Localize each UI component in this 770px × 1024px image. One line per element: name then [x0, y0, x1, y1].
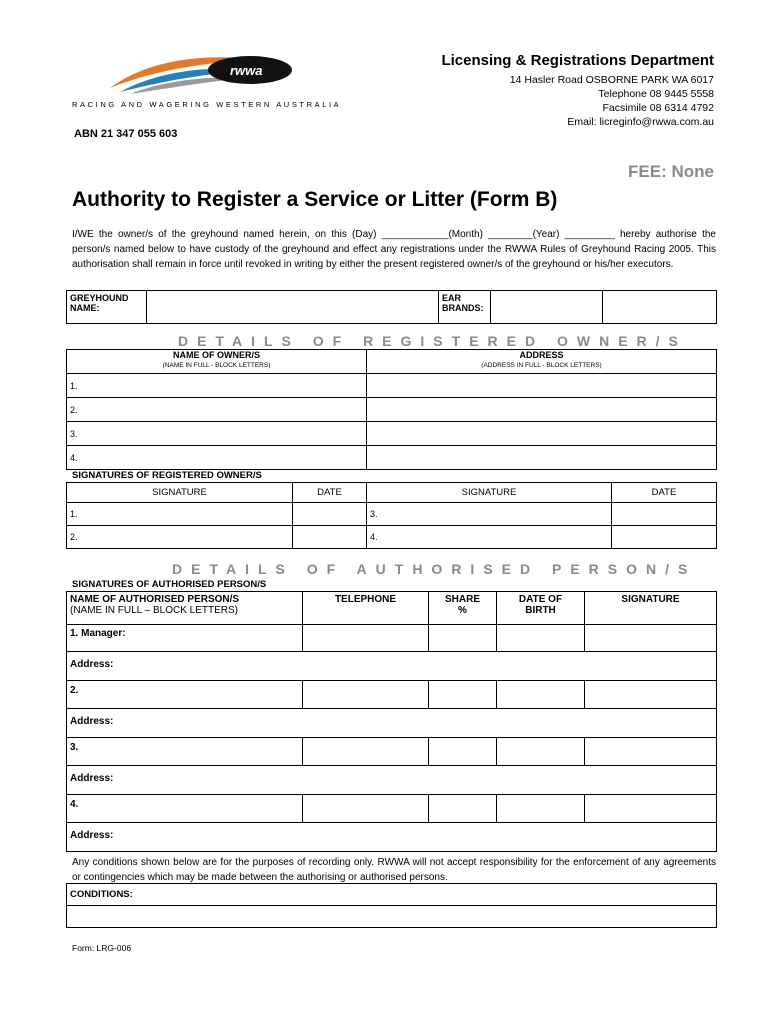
- ear-brands-field-2[interactable]: [603, 291, 717, 324]
- authorised-row-3-share[interactable]: [429, 738, 497, 766]
- owner-address-header-text: ADDRESS: [519, 350, 564, 360]
- owner-name-header: [67, 350, 367, 374]
- org-tagline: RACING AND WAGERING WESTERN AUSTRALIA: [72, 100, 342, 109]
- owner-signature-1[interactable]: 1.: [67, 503, 293, 526]
- authorised-row-4-share[interactable]: [429, 795, 497, 823]
- owner-address-subheader: (ADDRESS IN FULL - BLOCK LETTERS): [481, 362, 602, 369]
- form-number: Form: LRG-006: [72, 943, 132, 953]
- authorised-name-header: [67, 592, 303, 625]
- greyhound-name-label: GREYHOUND NAME:: [67, 291, 147, 324]
- owners-table: [66, 349, 717, 470]
- authorised-row-1-signature[interactable]: [585, 625, 717, 652]
- department-email: Email: licreginfo@rwwa.com.au: [567, 116, 714, 128]
- authorised-name-subheader: (NAME IN FULL – BLOCK LETTERS): [70, 605, 238, 616]
- greyhound-name-field[interactable]: [147, 291, 439, 324]
- ear-brands-field-1[interactable]: [491, 291, 603, 324]
- authorised-row-2-dob[interactable]: [497, 681, 585, 709]
- share-header-line1: SHARE: [444, 594, 480, 605]
- authorised-row-1-dob[interactable]: [497, 625, 585, 652]
- owner-name-header-text: NAME OF OWNER/S: [173, 350, 260, 360]
- owner-row-4-address[interactable]: [367, 446, 717, 470]
- authorised-share-header: [429, 592, 497, 625]
- authorised-row-2-telephone[interactable]: [303, 681, 429, 709]
- owner-row-3-address[interactable]: [367, 422, 717, 446]
- authorised-row-3-signature[interactable]: [585, 738, 717, 766]
- form-title: Authority to Register a Service or Litter (Form B): [72, 188, 558, 211]
- department-block: [441, 52, 714, 129]
- authorised-section-title: DETAILS OF AUTHORISED PERSON/S: [172, 561, 697, 577]
- conditions-field[interactable]: [67, 906, 717, 928]
- authorised-row-2-name[interactable]: 2.: [67, 681, 303, 709]
- owner-row-2-address[interactable]: [367, 398, 717, 422]
- dob-header-line1: DATE OF: [518, 594, 563, 605]
- abn: ABN 21 347 055 603: [74, 128, 178, 140]
- owner-date-header-2: DATE: [612, 483, 717, 503]
- owner-sig-header-2: SIGNATURE: [367, 483, 612, 503]
- owner-signatures-label: SIGNATURES OF REGISTERED OWNER/S: [72, 470, 262, 481]
- dob-header-line2: BIRTH: [525, 605, 556, 616]
- authorised-signatures-label: SIGNATURES OF AUTHORISED PERSON/S: [72, 579, 267, 590]
- fee-label: FEE: None: [628, 162, 714, 181]
- owner-row-4-name[interactable]: 4.: [67, 446, 367, 470]
- department-title: Licensing & Registrations Department: [441, 52, 714, 69]
- owner-date-2[interactable]: [293, 526, 367, 549]
- department-facsimile: Facsimile 08 6314 4792: [602, 102, 714, 114]
- owner-date-3[interactable]: [612, 503, 717, 526]
- authorised-row-4-name[interactable]: 4.: [67, 795, 303, 823]
- authorised-table: [66, 591, 717, 852]
- owner-signature-4[interactable]: 4.: [367, 526, 612, 549]
- conditions-table: [66, 883, 717, 928]
- department-address: 14 Hasler Road OSBORNE PARK WA 6017: [509, 74, 714, 86]
- authorised-row-1-address[interactable]: Address:: [67, 652, 717, 681]
- authorised-row-2-share[interactable]: [429, 681, 497, 709]
- share-header-line2: %: [458, 605, 467, 616]
- owner-date-4[interactable]: [612, 526, 717, 549]
- owner-date-header-1: DATE: [293, 483, 367, 503]
- owner-row-2-name[interactable]: 2.: [67, 398, 367, 422]
- authorised-row-1-name[interactable]: 1. Manager:: [67, 625, 303, 652]
- svg-text:rwwa: rwwa: [230, 63, 263, 78]
- authorised-row-4-telephone[interactable]: [303, 795, 429, 823]
- authorised-row-3-address[interactable]: Address:: [67, 766, 717, 795]
- authorised-row-4-dob[interactable]: [497, 795, 585, 823]
- authorised-name-header-text: NAME OF AUTHORISED PERSON/S: [70, 594, 240, 605]
- authorised-row-4-address[interactable]: Address:: [67, 823, 717, 852]
- owner-row-1-address[interactable]: [367, 374, 717, 398]
- owner-signature-2[interactable]: 2.: [67, 526, 293, 549]
- greyhound-table: [66, 290, 717, 324]
- authorised-dob-header: [497, 592, 585, 625]
- authorised-row-2-signature[interactable]: [585, 681, 717, 709]
- ear-brands-label: EAR BRANDS:: [439, 291, 491, 324]
- owner-signature-3[interactable]: 3.: [367, 503, 612, 526]
- authorised-signature-header: SIGNATURE: [585, 592, 717, 625]
- owners-section-title: DETAILS OF REGISTERED OWNER/S: [178, 333, 687, 349]
- conditions-notice: Any conditions shown below are for the purposes of recording only. RWWA will not accept responsibility for the enforcement of any agreements or contingencies which may be made between the authorising or authorised persons.: [72, 857, 716, 883]
- authorised-row-2-address[interactable]: Address:: [67, 709, 717, 738]
- authorised-row-3-dob[interactable]: [497, 738, 585, 766]
- owner-address-header: [367, 350, 717, 374]
- authorised-telephone-header: TELEPHONE: [303, 592, 429, 625]
- authorised-row-1-share[interactable]: [429, 625, 497, 652]
- authorised-row-3-telephone[interactable]: [303, 738, 429, 766]
- owner-sig-header-1: SIGNATURE: [67, 483, 293, 503]
- owner-row-3-name[interactable]: 3.: [67, 422, 367, 446]
- department-telephone: Telephone 08 9445 5558: [598, 88, 714, 100]
- owner-date-1[interactable]: [293, 503, 367, 526]
- owner-row-1-name[interactable]: 1.: [67, 374, 367, 398]
- conditions-label: CONDITIONS:: [67, 884, 717, 906]
- owner-name-subheader: (NAME IN FULL - BLOCK LETTERS): [162, 362, 271, 369]
- intro-paragraph: I/WE the owner/s of the greyhound named herein, on this (Day) ____________(Month) ________(Year) _________ hereby authorise the person/s named below to have custody of the greyhound and effect any registrations under the RWWA Rules of Greyhound Racing 2005. This authorisation shall remain in force until revoked in writing by either the present registered owner/s of the greyhound or his/her executors.: [72, 229, 716, 270]
- owner-signatures-table: [66, 482, 717, 549]
- authorised-row-1-telephone[interactable]: [303, 625, 429, 652]
- authorised-row-3-name[interactable]: 3.: [67, 738, 303, 766]
- authorised-row-4-signature[interactable]: [585, 795, 717, 823]
